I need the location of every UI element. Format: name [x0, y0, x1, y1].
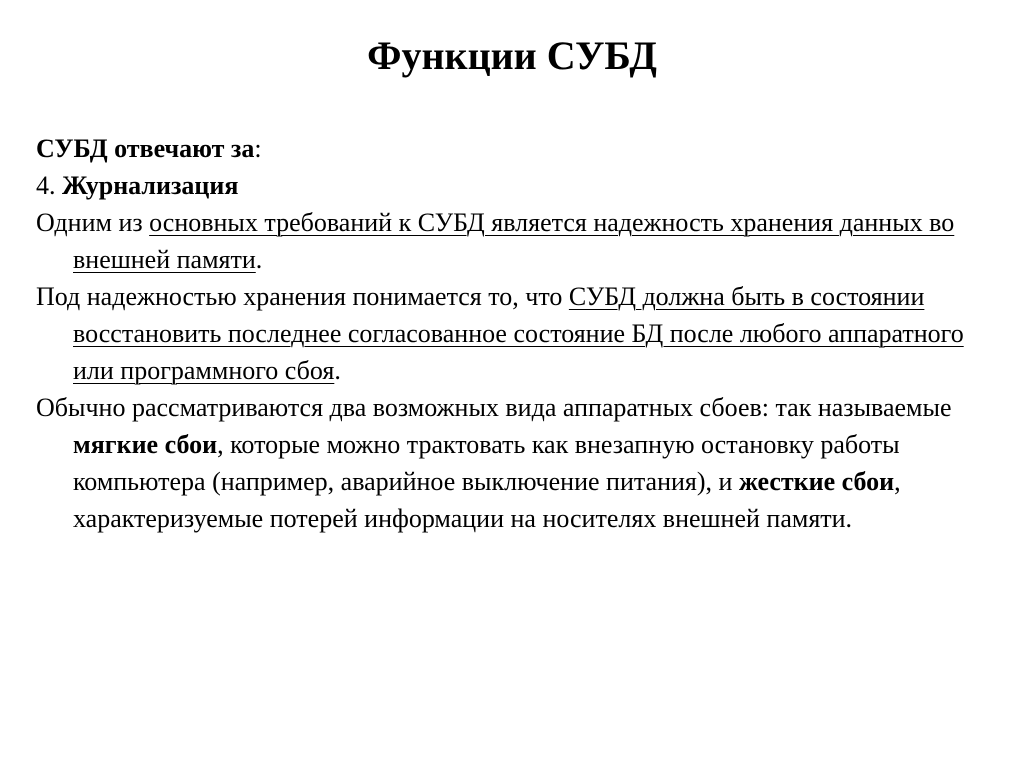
para1-underlined: основных требований к СУБД является надежность хранения данных во внешней памяти — [73, 208, 955, 274]
para2-text-2: . — [334, 356, 341, 385]
soft-failures-term: мягкие сбои — [73, 430, 218, 459]
para3-text-1: Обычно рассматриваются два возможных вида аппаратных сбоев: так называемые — [36, 393, 952, 422]
slide-body — [36, 130, 996, 537]
para3-text-3: , характеризуемые потерей информации на носителях внешней памяти. — [73, 467, 901, 533]
paragraph-failure-types — [36, 389, 996, 537]
paragraph-reliability-requirement — [36, 204, 996, 278]
para3-text-2: , которые можно трактовать как внезапную остановку работы компьютера (например, аварийное выключение питания), и — [73, 430, 900, 496]
paragraph-reliability-definition — [36, 278, 996, 389]
hard-failures-term: жесткие сбои — [738, 467, 895, 496]
para1-text-2: . — [255, 245, 263, 274]
intro-colon: : — [254, 134, 262, 163]
item-heading-line — [36, 167, 996, 204]
para2-underlined: СУБД должна быть в состоянии восстановить последнее согласованное состояние БД после любого аппаратного или программного сбоя — [73, 282, 964, 385]
item-number: 4. — [36, 171, 62, 200]
para2-text-1: Под надежностью хранения понимается то, что — [36, 282, 569, 311]
intro-label: СУБД отвечают за — [36, 134, 255, 163]
slide-title: Функции СУБД — [367, 33, 657, 78]
intro-line — [36, 130, 996, 167]
para1-text-1: Одним из — [36, 208, 150, 237]
item-heading: Журнализация — [62, 171, 239, 200]
